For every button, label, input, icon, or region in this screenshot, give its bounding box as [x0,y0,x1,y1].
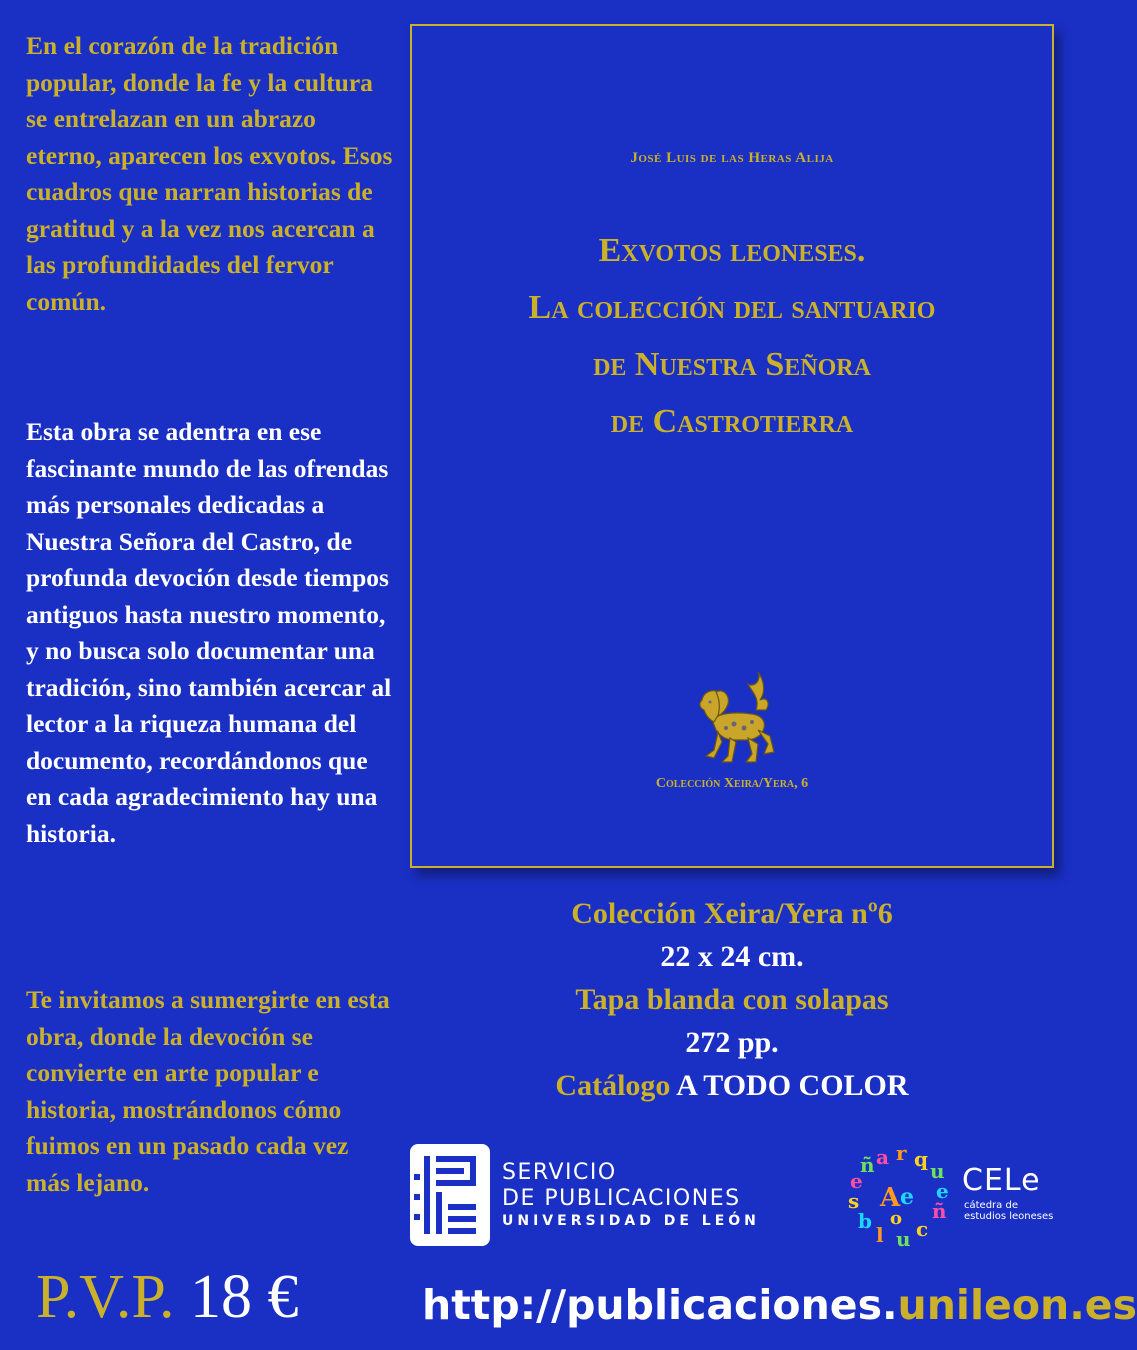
svg-text:e: e [850,1169,863,1193]
cover-title-line-4: de Castrotierra [610,403,854,440]
cover-title-line-2: La colección del santuario [528,289,936,326]
svg-text:u: u [930,1159,945,1183]
svg-text:q: q [914,1147,928,1171]
svg-text:c: c [916,1217,929,1241]
intro-paragraph-3: Te invitamos a sumergirte en esta obra, donde la devoción se convierte en arte popular e historia, mostrándonos cómo fuimos en un pasado cada vez más lejano. [26,985,390,1197]
website-link[interactable] [422,1280,1137,1330]
svg-text:a: a [876,1145,889,1169]
svg-text:A: A [880,1183,901,1213]
svg-text:b: b [858,1209,872,1233]
detail-binding: Tapa blanda con solapas [575,983,889,1016]
cele-subtitle-line-1: cátedra de [964,1200,1018,1211]
publisher-line-3: UNIVERSIDAD DE LEÓN [502,1213,760,1229]
cele-subtitle [964,1200,1074,1222]
detail-catalog-value: A TODO COLOR [676,1069,909,1102]
book-details [410,892,1054,1107]
publisher-line-2: DE PUBLICACIONES [502,1186,741,1211]
detail-collection: Colección Xeira/Yera nº6 [571,897,893,930]
cover-title [412,222,1052,450]
detail-catalog [410,1064,1054,1107]
cover-title-line-3: de Nuestra Señora [593,346,871,383]
intro-paragraph-2: Esta obra se adentra en ese fascinante mundo de las ofrendas más personales dedicadas a Nuestra Señora del Castro, de profunda devoción desde tiempos antiguos hasta nuestro momento, y no busca solo documentar una tradición, sino también acercar al lector a la riqueza humana del documento, recordándonos que en cada agradecimiento hay una historia. [26,417,392,848]
svg-text:r: r [896,1141,907,1165]
svg-text:e: e [900,1184,914,1210]
price [36,1262,299,1332]
url-prefix: http://publicaciones. [422,1281,898,1329]
detail-size: 22 x 24 cm. [660,940,804,973]
svg-text:ñ: ñ [860,1153,875,1177]
cele-name: CELe [962,1163,1041,1198]
cover-series: Colección Xeira/Yera, 6 [655,776,809,791]
cele-subtitle-line-2: estudios leoneses [964,1211,1054,1222]
url-domain: unileon.es [897,1281,1137,1329]
price-label: P.V.P. [36,1263,175,1331]
svg-text:ñ: ñ [932,1199,947,1223]
book-cover [410,24,1054,868]
colorful-letters-circle-icon [846,1141,952,1251]
cover-title-line-1: Exvotos leoneses. [598,232,866,269]
svg-text:o: o [890,1208,903,1229]
publisher-line-1: SERVICIO [502,1160,617,1185]
publisher-name [502,1160,760,1229]
detail-catalog-label: Catálogo [555,1069,671,1102]
svg-text:s: s [848,1189,860,1213]
detail-pages: 272 pp. [685,1026,779,1059]
price-value: 18 € [190,1263,299,1331]
cover-author: José Luis de las Heras Alija [630,150,834,166]
intro-paragraph-1: En el corazón de la tradición popular, donde la fe y la cultura se entrelazan en un abrazo eterno, aparecen los exvotos. Esos cuadros que narran historias de gratitud y a la vez nos acercan a las profundidades del fervor común. [26,31,393,316]
svg-text:u: u [896,1227,911,1251]
svg-text:e: e [936,1179,949,1203]
heraldic-lion-icon [694,670,784,770]
svg-text:l: l [876,1223,884,1247]
sp-logo-icon [410,1144,490,1246]
